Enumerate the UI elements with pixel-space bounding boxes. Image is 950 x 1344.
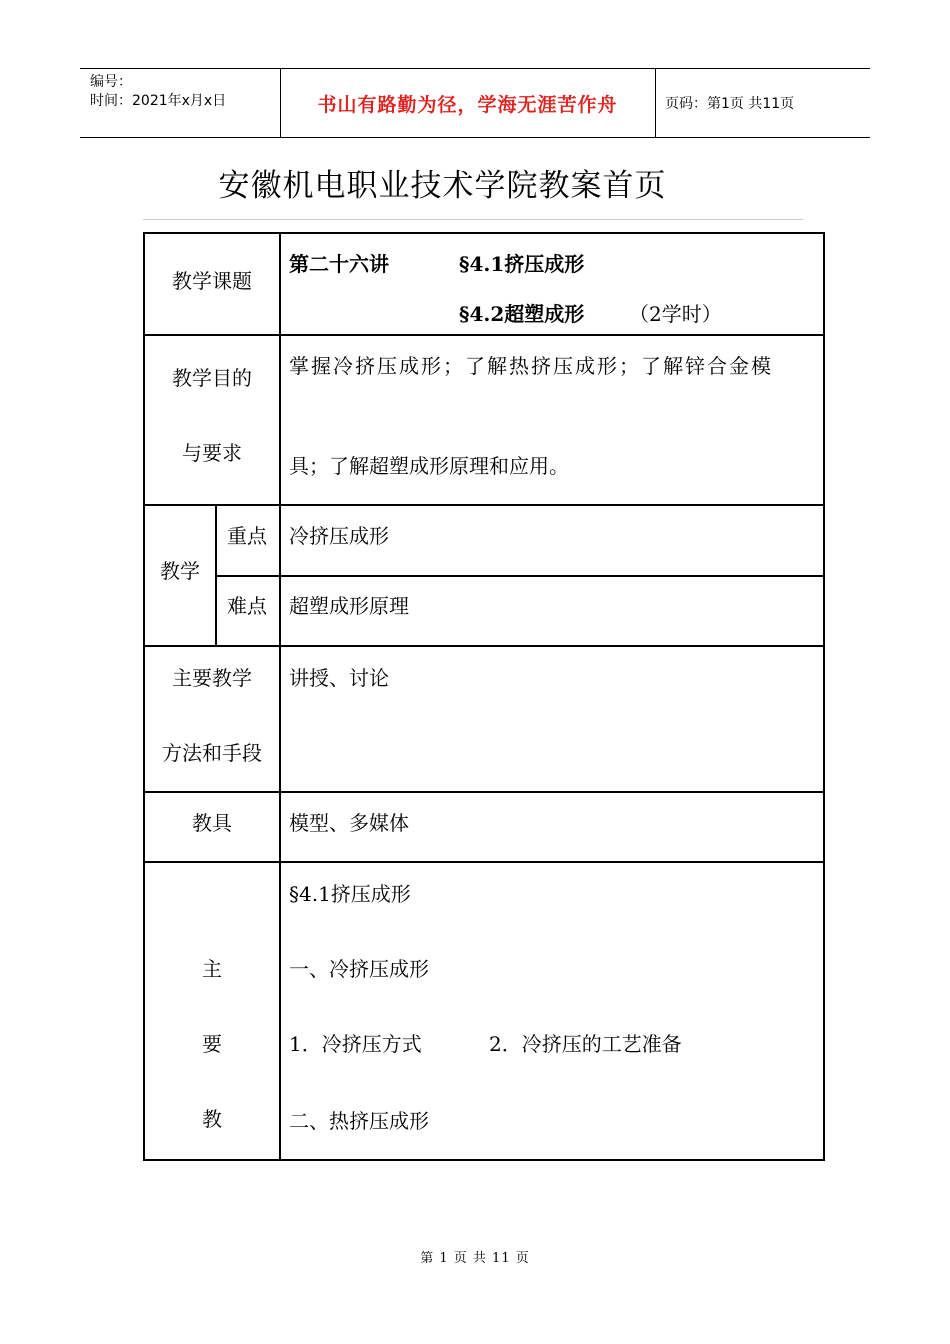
topic-lecture: 第二十六讲 bbox=[289, 252, 389, 276]
tools-text: 模型、多媒体 bbox=[289, 811, 409, 835]
time-label: 时间：2021年x月x日 bbox=[90, 93, 227, 109]
topic-section-1: §4.1挤压成形 bbox=[459, 252, 585, 276]
title-rule bbox=[143, 219, 803, 220]
header-divider bbox=[655, 69, 656, 137]
header-bar bbox=[80, 68, 870, 138]
page-title: 安徽机电职业技术学院教案首页 bbox=[218, 168, 667, 204]
content-line: 二、热挤压成形 bbox=[289, 1109, 429, 1133]
objective-text-line-1: 掌握冷挤压成形；了解热挤压成形；了解锌合金模 bbox=[289, 354, 773, 378]
difficulty-text: 超塑成形原理 bbox=[289, 594, 409, 618]
tools-label: 教具 bbox=[192, 811, 232, 835]
method-text: 讲授、讨论 bbox=[289, 666, 389, 690]
topic-label: 教学课题 bbox=[172, 269, 252, 293]
content-label-char: 要 bbox=[202, 1032, 222, 1056]
key-point-label: 重点 bbox=[227, 524, 267, 548]
column-divider bbox=[279, 234, 281, 1159]
objective-label-line-2: 与要求 bbox=[182, 441, 242, 465]
topic-hours: （2学时） bbox=[629, 302, 722, 326]
content-line: §4.1挤压成形 bbox=[289, 882, 411, 906]
content-line: 2．冷挤压的工艺准备 bbox=[489, 1032, 682, 1056]
row-divider bbox=[145, 334, 823, 336]
header-motto: 书山有路勤为径，学海无涯苦作舟 bbox=[317, 93, 618, 116]
objective-text-line-2: 具；了解超塑成形原理和应用。 bbox=[289, 454, 569, 478]
row-divider bbox=[215, 575, 823, 577]
content-line: 一、冷挤压成形 bbox=[289, 957, 429, 981]
method-label-line-1: 主要教学 bbox=[172, 666, 252, 690]
page-footer: 第 1 页 共 11 页 bbox=[420, 1251, 530, 1266]
content-line: 1．冷挤压方式 bbox=[289, 1032, 422, 1056]
difficulty-label: 难点 bbox=[227, 594, 267, 618]
method-label-line-2: 方法和手段 bbox=[162, 741, 262, 765]
header-page-info: 页码：第1页 共11页 bbox=[665, 96, 795, 112]
serial-label: 编号： bbox=[90, 74, 132, 90]
row-divider bbox=[145, 504, 823, 506]
key-point-text: 冷挤压成形 bbox=[289, 524, 389, 548]
row-divider bbox=[145, 645, 823, 647]
objective-label-line-1: 教学目的 bbox=[172, 366, 252, 390]
row-divider bbox=[145, 791, 823, 793]
teaching-label: 教学 bbox=[160, 559, 200, 583]
lesson-plan-table bbox=[143, 232, 825, 1161]
content-label-char: 教 bbox=[202, 1107, 222, 1131]
topic-section-2: §4.2超塑成形 bbox=[459, 302, 585, 326]
header-meta bbox=[90, 73, 226, 111]
row-divider bbox=[145, 861, 823, 863]
content-label-char: 主 bbox=[202, 957, 222, 981]
